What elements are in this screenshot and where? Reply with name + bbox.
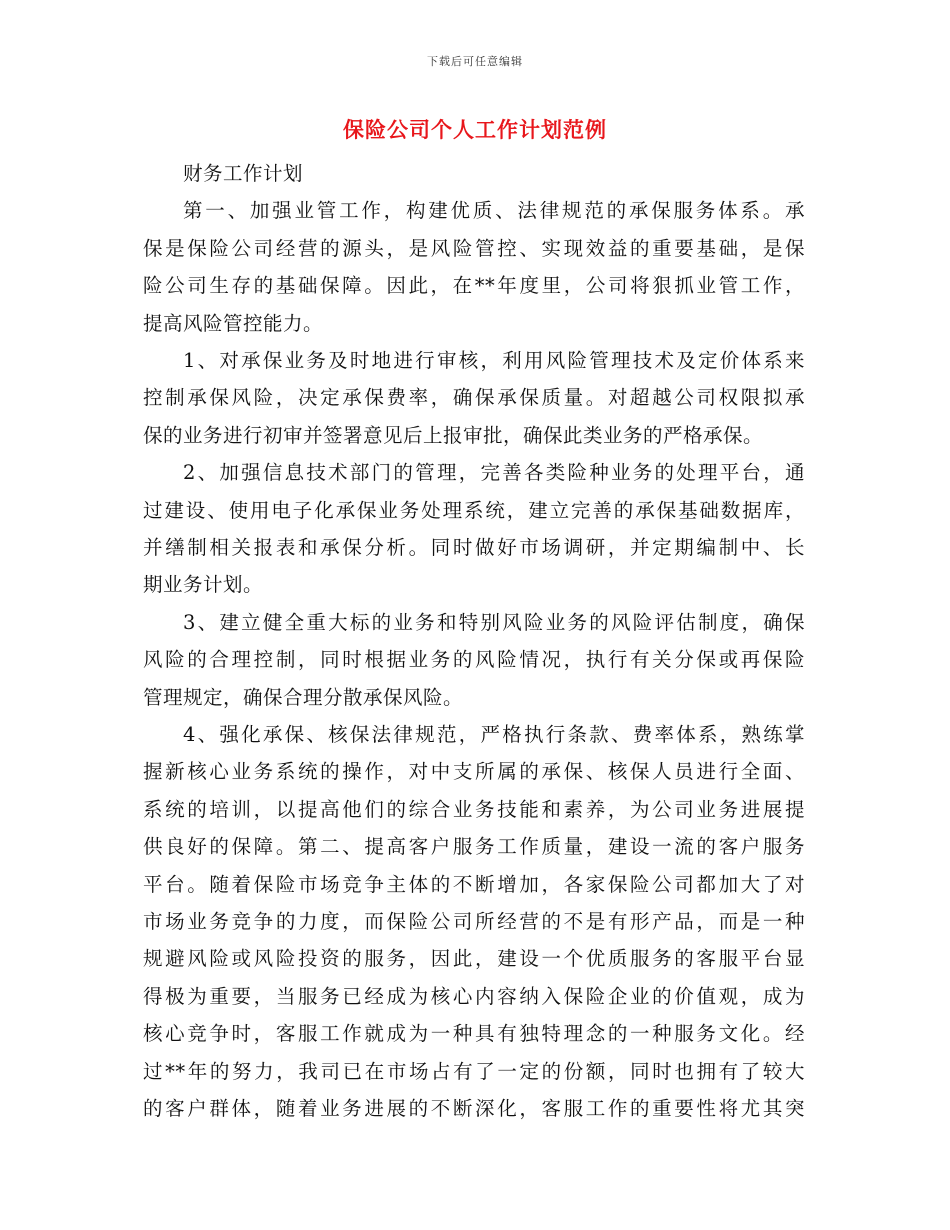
paragraph-6-line-11: 的客户群体，随着业务进展的不断深化，客服工作的重要性将尤其突 [143,1097,805,1120]
paragraph-6-line-1: 4、强化承保、核保法律规范，严格执行条款、费率体系，熟练掌 [183,723,805,746]
document-title: 保险公司个人工作计划范例 [343,118,607,142]
paragraph-6-line-10: 过**年的努力，我司已在市场占有了一定的份额，同时也拥有了较大 [143,1059,805,1083]
paragraph-2-line-1: 第一、加强业管工作，构建优质、法律规范的承保服务体系。承 [183,199,805,223]
paragraph-3-line-2: 控制承保风险，决定承保费率，确保承保质量。对超越公司权限拟承 [143,386,805,410]
paragraph-6-line-2: 握新核心业务系统的操作，对中支所属的承保、核保人员进行全面、 [143,760,805,784]
paragraph-6-line-6: 市场业务竞争的力度，而保险公司所经营的不是有形产品，而是一种 [143,910,805,933]
paragraph-4-line-1: 2、加强信息技术部门的管理，完善各类险种业务的处理平台，通 [183,461,805,485]
paragraph-6-line-7: 规避风险或风险投资的服务，因此，建设一个优质服务的客服平台显 [143,947,805,971]
paragraph-6-line-5: 平台。随着保险市场竞争主体的不断增加，各家保险公司都加大了对 [143,872,805,896]
paragraph-6-line-3: 系统的培训，以提高他们的综合业务技能和素养，为公司业务进展提 [143,797,805,821]
header-note: 下载后可任意编辑 [427,55,523,68]
paragraph-2-line-2: 保是保险公司经营的源头，是风险管控、实现效益的重要基础，是保 [143,236,805,260]
paragraph-4-line-4: 期业务计划。 [143,573,264,597]
paragraph-3-line-3: 保的业务进行初审并签署意见后上报审批，确保此类业务的严格承保。 [143,423,764,447]
paragraph-6-line-9: 核心竞争时，客服工作就成为一种具有独特理念的一种服务文化。经 [143,1022,805,1046]
paragraph-5-line-2: 风险的合理控制，同时根据业务的风险情况，执行有关分保或再保险 [143,648,805,672]
paragraph-4-line-3: 并缮制相关报表和承保分析。同时做好市场调研，并定期编制中、长 [143,536,805,559]
paragraph-5-line-3: 管理规定，确保合理分散承保风险。 [143,685,464,709]
paragraph-6-line-4: 供良好的保障。第二、提高客户服务工作质量，建设一流的客户服务 [143,835,805,859]
paragraph-1-line-1: 财务工作计划 [183,162,304,185]
paragraph-6-line-8: 得极为重要，当服务已经成为核心内容纳入保险企业的价值观，成为 [143,984,805,1008]
paragraph-4-line-2: 过建设、使用电子化承保业务处理系统，建立完善的承保基础数据库， [143,498,805,522]
paragraph-5-line-1: 3、建立健全重大标的业务和特别风险业务的风险评估制度，确保 [183,610,805,634]
paragraph-2-line-3: 险公司生存的基础保障。因此，在**年度里，公司将狠抓业管工作， [143,274,805,298]
paragraph-3-line-1: 1、对承保业务及时地进行审核，利用风险管理技术及定价体系来 [183,349,805,372]
paragraph-2-line-4: 提高风险管控能力。 [143,311,324,335]
